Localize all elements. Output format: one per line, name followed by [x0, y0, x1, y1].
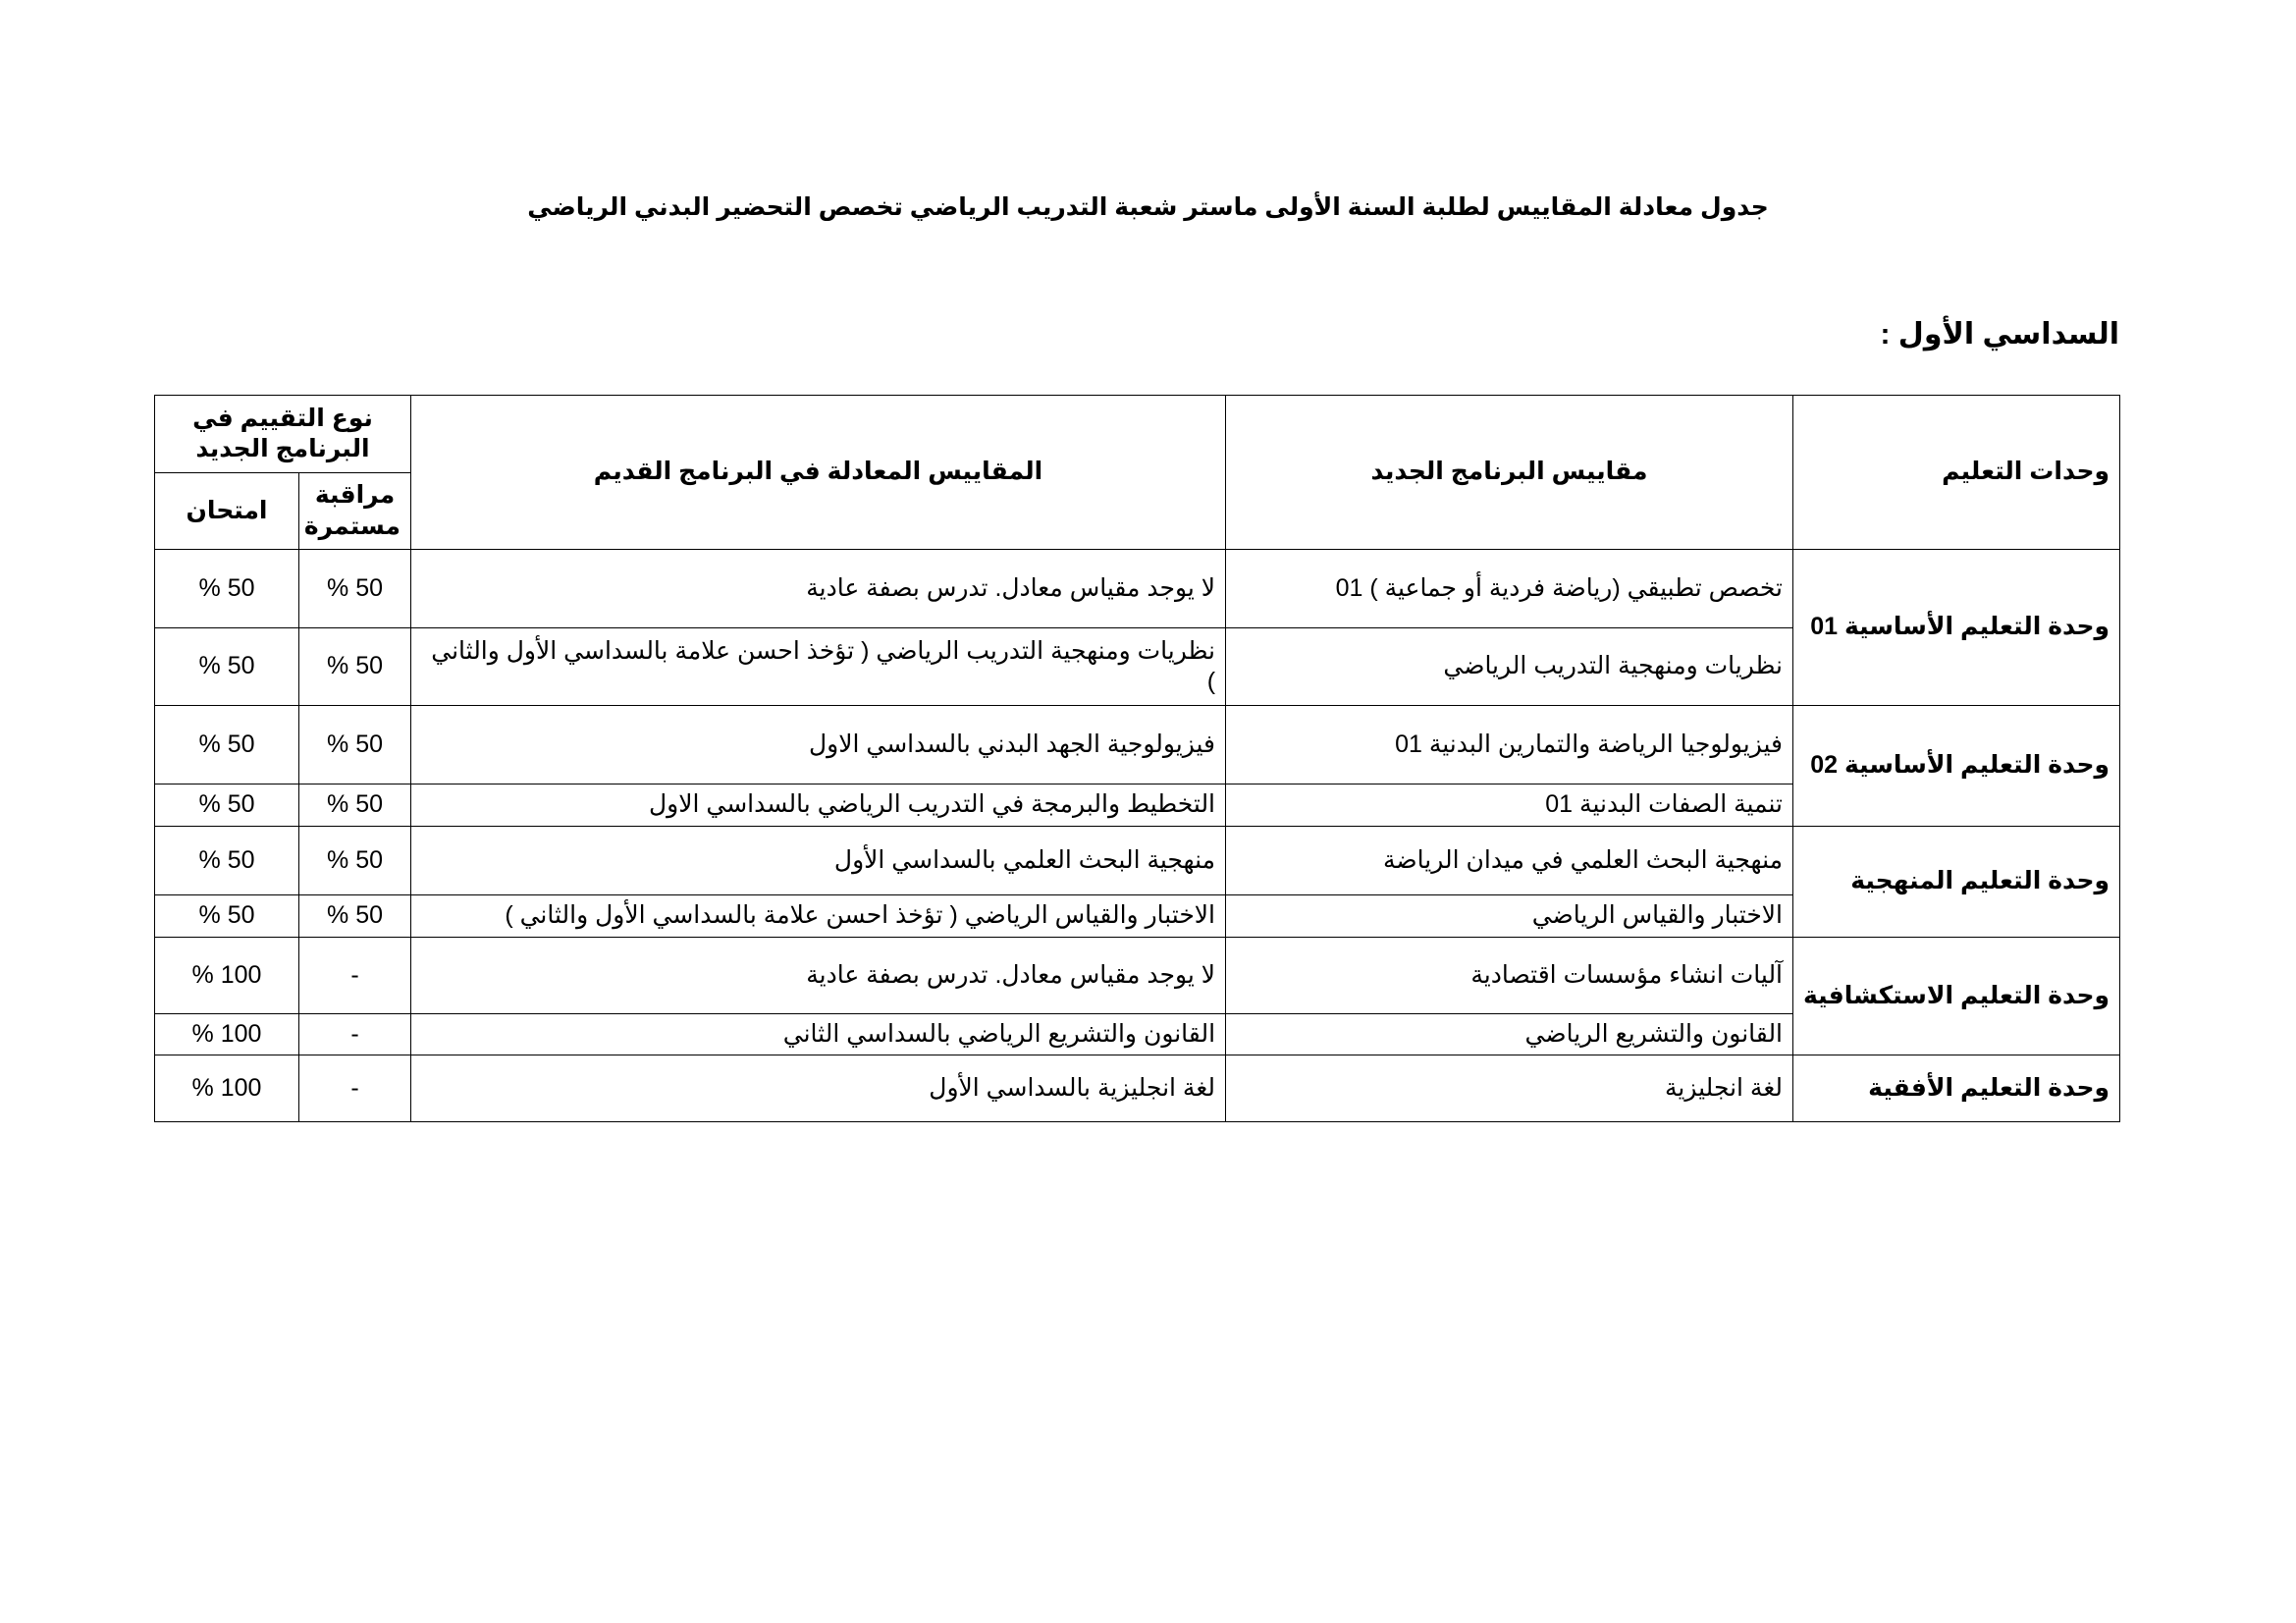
unit-cell: وحدة التعليم الأفقية — [1793, 1055, 2120, 1122]
table-row — [155, 1055, 2120, 1122]
exam-cell: 100 % — [155, 938, 299, 1014]
exam-cell: 50 % — [155, 706, 299, 784]
continuous-cell: 50 % — [299, 895, 411, 938]
semester-heading: السداسي الأول : — [1880, 318, 2119, 351]
old-module-cell: منهجية البحث العلمي بالسداسي الأول — [411, 827, 1226, 895]
exam-cell: 50 % — [155, 628, 299, 706]
table-row — [155, 938, 2120, 1014]
new-module-cell: الاختبار والقياس الرياضي — [1226, 895, 1793, 938]
unit-cell: وحدة التعليم الأساسية 01 — [1793, 550, 2120, 706]
old-module-cell: لا يوجد مقياس معادل. تدرس بصفة عادية — [411, 938, 1226, 1014]
new-module-cell: لغة انجليزية — [1226, 1055, 1793, 1122]
header-old-program: المقاييس المعادلة في البرنامج القديم — [411, 396, 1226, 550]
header-continuous: مراقبة مستمرة — [299, 473, 411, 550]
exam-cell: 100 % — [155, 1014, 299, 1055]
old-module-cell: لغة انجليزية بالسداسي الأول — [411, 1055, 1226, 1122]
new-module-cell: نظريات ومنهجية التدريب الرياضي — [1226, 628, 1793, 706]
unit-cell: وحدة التعليم الاستكشافية — [1793, 938, 2120, 1055]
old-module-cell: لا يوجد مقياس معادل. تدرس بصفة عادية — [411, 550, 1226, 628]
exam-cell: 50 % — [155, 827, 299, 895]
header-eval-type: نوع التقييم في البرنامج الجديد — [155, 396, 411, 473]
old-module-cell: التخطيط والبرمجة في التدريب الرياضي بالسداسي الاول — [411, 784, 1226, 827]
equivalence-table — [154, 395, 2120, 1122]
exam-cell: 50 % — [155, 550, 299, 628]
header-units: وحدات التعليم — [1793, 396, 2120, 550]
continuous-cell: 50 % — [299, 706, 411, 784]
continuous-cell: - — [299, 938, 411, 1014]
new-module-cell: فيزيولوجيا الرياضة والتمارين البدنية 01 — [1226, 706, 1793, 784]
old-module-cell: القانون والتشريع الرياضي بالسداسي الثاني — [411, 1014, 1226, 1055]
exam-cell: 100 % — [155, 1055, 299, 1122]
continuous-cell: 50 % — [299, 550, 411, 628]
exam-cell: 50 % — [155, 784, 299, 827]
document-title: جدول معادلة المقاييس لطلبة السنة الأولى ماستر شعبة التدريب الرياضي تخصص التحضير البدني الرياضي — [527, 193, 1769, 221]
unit-cell: وحدة التعليم الأساسية 02 — [1793, 706, 2120, 827]
table-row — [155, 827, 2120, 895]
table-row — [155, 550, 2120, 628]
unit-cell: وحدة التعليم المنهجية — [1793, 827, 2120, 938]
continuous-cell: - — [299, 1014, 411, 1055]
new-module-cell: آليات انشاء مؤسسات اقتصادية — [1226, 938, 1793, 1014]
new-module-cell: القانون والتشريع الرياضي — [1226, 1014, 1793, 1055]
old-module-cell: فيزيولوجية الجهد البدني بالسداسي الاول — [411, 706, 1226, 784]
header-new-program: مقاييس البرنامج الجديد — [1226, 396, 1793, 550]
new-module-cell: تخصص تطبيقي (رياضة فردية أو جماعية ) 01 — [1226, 550, 1793, 628]
old-module-cell: الاختبار والقياس الرياضي ( تؤخذ احسن علامة بالسداسي الأول والثاني ) — [411, 895, 1226, 938]
old-module-cell: نظريات ومنهجية التدريب الرياضي ( تؤخذ احسن علامة بالسداسي الأول والثاني ) — [411, 628, 1226, 706]
header-exam: امتحان — [155, 473, 299, 550]
new-module-cell: منهجية البحث العلمي في ميدان الرياضة — [1226, 827, 1793, 895]
table-row — [155, 706, 2120, 784]
continuous-cell: - — [299, 1055, 411, 1122]
new-module-cell: تنمية الصفات البدنية 01 — [1226, 784, 1793, 827]
exam-cell: 50 % — [155, 895, 299, 938]
continuous-cell: 50 % — [299, 827, 411, 895]
continuous-cell: 50 % — [299, 784, 411, 827]
continuous-cell: 50 % — [299, 628, 411, 706]
